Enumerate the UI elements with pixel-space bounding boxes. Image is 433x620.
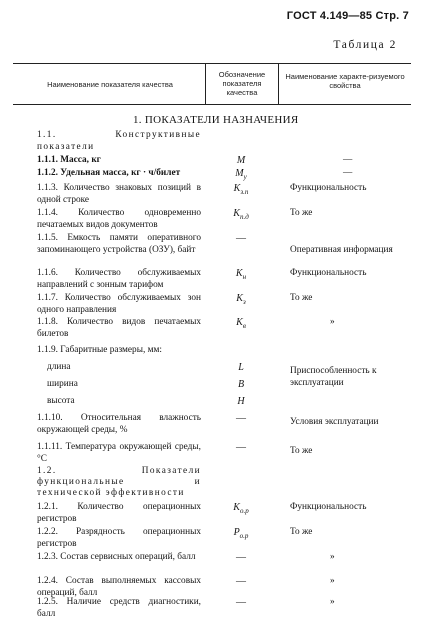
row-symbol: $K_н$	[235, 268, 247, 281]
row-name: 1.1.10. Относительная влажность окружающей среды, %	[37, 413, 201, 435]
row-property: —	[343, 168, 353, 178]
table-header-rule	[13, 104, 411, 105]
row-symbol: $P_{о.р}$	[233, 527, 249, 540]
row-symbol: $M_у$	[235, 168, 247, 181]
section-title: 1. ПОКАЗАТЕЛИ НАЗНАЧЕНИЯ	[133, 114, 299, 126]
row-property: То же	[290, 527, 313, 537]
row-symbol: —	[236, 597, 246, 608]
row-name: 1.2.5. Наличие средств диагностики, балл	[37, 597, 201, 619]
column-divider-2	[278, 64, 279, 104]
row-property: »	[330, 317, 335, 327]
row-property: »	[330, 597, 335, 607]
row-name: 1.1.11. Температура окружающей среды, °C	[37, 442, 201, 464]
row-name: 1.1.7. Количество обслуживаемых зон одного направления	[37, 293, 201, 315]
table-top-rule	[13, 63, 411, 64]
row-name: 1.2.3. Состав сервисных операций, балл	[37, 552, 196, 562]
row-symbol: —	[236, 442, 246, 453]
row-name: длина	[47, 362, 71, 372]
column-header-property: Наименование характе-ризуемого свойства	[285, 72, 405, 90]
row-name: 1.1.1. Масса, кг	[37, 155, 101, 165]
row-property: »	[330, 576, 335, 586]
row-name: 1.2.4. Состав выполняемых кассовых операций, балл	[37, 576, 201, 598]
row-property: То же	[290, 293, 313, 303]
row-symbol: —	[236, 233, 246, 244]
row-symbol: M	[236, 155, 246, 166]
row-symbol: $K_{п.д}$	[233, 208, 249, 221]
column-header-symbol: Обозначение показателя качества	[218, 70, 266, 97]
column-header-name: Наименование показателя качества	[47, 80, 173, 89]
row-property: Функциональность	[290, 502, 367, 512]
page-header: ГОСТ 4.149—85 Стр. 7	[286, 10, 409, 22]
row-name: высота	[47, 396, 75, 406]
row-symbol: $K_в$	[236, 317, 246, 330]
row-property: Оперативная информация	[290, 245, 393, 255]
row-name: 1.1.2. Удельная масса, кг · ч/билет	[37, 168, 181, 178]
row-property: Приспособленность к эксплуатации	[290, 366, 377, 388]
row-property: Функциональность	[290, 183, 367, 193]
row-property: »	[330, 552, 335, 562]
row-symbol: —	[236, 413, 246, 424]
column-divider-1	[205, 64, 206, 104]
row-symbol: —	[236, 552, 246, 563]
row-property: Условия эксплуатации	[290, 417, 379, 427]
row-name: 1.1.8. Количество видов печатаемых билетов	[37, 317, 201, 339]
row-name: ширина	[47, 379, 78, 389]
row-symbol: $K_з$	[236, 293, 246, 306]
group-label: 1.2. Показатели функциональные и технической эффективности	[37, 466, 201, 498]
row-symbol: $K_{о.р}$	[233, 502, 249, 515]
row-symbol: L	[238, 362, 244, 373]
row-name: 1.1.9. Габаритные размеры, мм:	[37, 345, 162, 355]
row-symbol: B	[237, 379, 245, 390]
row-name: 1.1.3. Количество знаковых позиций в одной строке	[37, 183, 201, 205]
row-name: 1.2.2. Разрядность операционных регистров	[37, 527, 201, 549]
row-name: 1.1.5. Емкость памяти оперативного запоминающего устройства (ОЗУ), байт	[37, 233, 201, 255]
row-symbol: H	[237, 396, 245, 407]
row-property: То же	[290, 208, 313, 218]
row-property: Функциональность	[290, 268, 367, 278]
table-label: Таблица 2	[333, 39, 397, 51]
row-symbol: $K_{з.п}$	[233, 183, 249, 196]
row-name: 1.2.1. Количество операционных регистров	[37, 502, 201, 524]
row-symbol: —	[236, 576, 246, 587]
row-name: 1.1.6. Количество обслуживаемых направлений с зонным тарифом	[37, 268, 201, 290]
row-property: —	[343, 155, 353, 165]
row-name: 1.1.4. Количество одновременно печатаемых видов документов	[37, 208, 201, 230]
row-property: То же	[290, 446, 313, 456]
group-label: 1.1. Конструктивные показатели	[37, 130, 201, 152]
